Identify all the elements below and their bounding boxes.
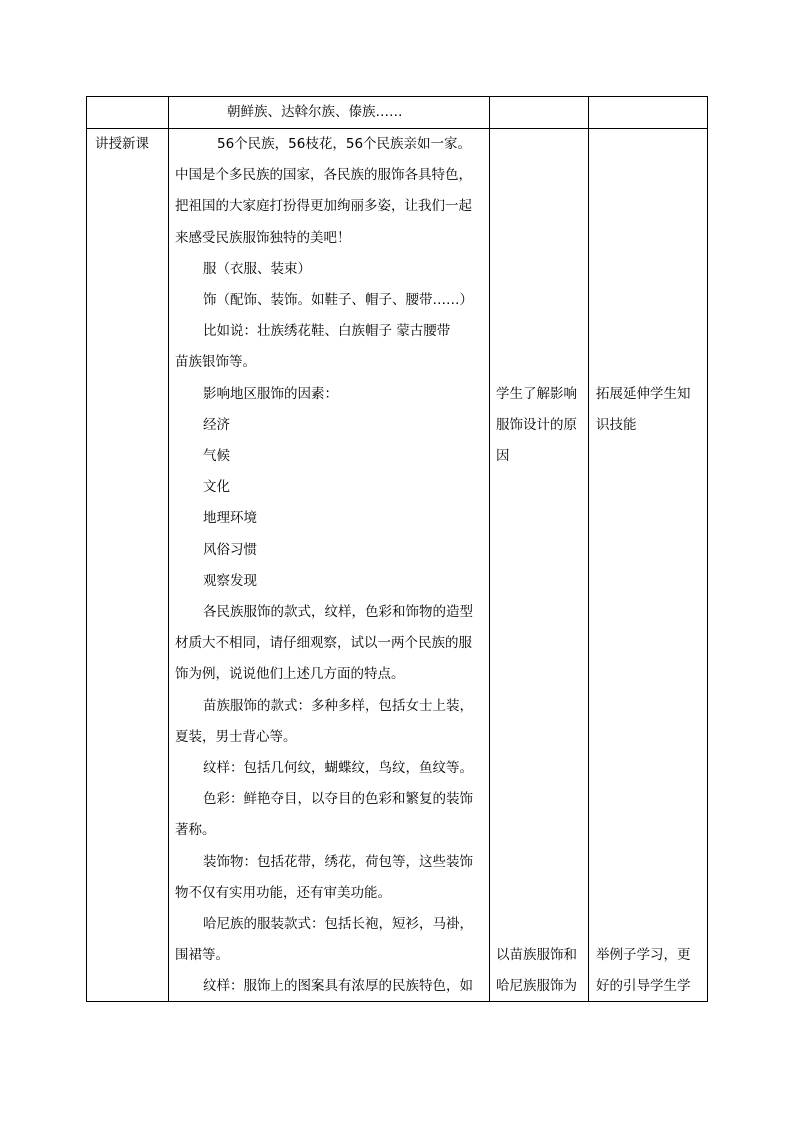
content-line: 风俗习惯 [203, 541, 257, 558]
content-line: 装饰物：包括花带，绣花，荷包等，这些装饰 [203, 853, 473, 870]
content-line: 文化 [203, 479, 230, 496]
content-line: 56个民族，56枝花，56个民族亲如一家。 [217, 136, 472, 152]
content-line: 观察发现 [203, 572, 257, 589]
content-line: 气候 [203, 448, 230, 464]
student-activity-line: 以苗族服饰和 [496, 947, 577, 964]
column-divider-1 [168, 97, 169, 1001]
student-activity-line: 哈尼族服饰为 [496, 978, 577, 995]
content-line: 经济 [203, 416, 230, 433]
content-line: 各民族服饰的款式，纹样，色彩和饰物的造型 [203, 604, 473, 620]
stage-label: 讲授新课 [95, 136, 149, 152]
content-line: 影响地区服饰的因素： [203, 385, 338, 402]
student-activity-line: 服饰设计的原 [496, 416, 577, 433]
content-line: 苗族服饰的款式：多种多样，包括女士上装， [203, 697, 473, 714]
content-line: 材质大不相同，请仔细观察，试以一两个民族的服 [175, 635, 472, 652]
content-line: 色彩：鲜艳夺目，以夺目的色彩和繁复的装饰 [203, 791, 473, 808]
column-divider-3 [588, 97, 589, 1001]
student-activity-line: 学生了解影响 [496, 385, 577, 402]
column-divider-2 [489, 97, 490, 1001]
content-line: 来感受民族服饰独特的美吧！ [175, 229, 351, 246]
content-line: 夏装，男士背心等。 [175, 728, 297, 745]
row0-content: 朝鲜族、达斡尔族、傣族…… [227, 104, 403, 120]
content-line: 著称。 [175, 822, 216, 839]
content-line: 纹样：服饰上的图案具有浓厚的民族特色，如 [203, 978, 473, 995]
design-intent-line: 拓展延伸学生知 [596, 385, 691, 402]
design-intent-line: 好的引导学生学 [596, 978, 691, 995]
content-line: 饰为例，说说他们上述几方面的特点。 [175, 666, 405, 683]
content-line: 比如说：壮族绣花鞋、白族帽子 蒙古腰带 [203, 323, 451, 340]
content-line: 把祖国的大家庭打扮得更加绚丽多姿，让我们一起 [175, 198, 472, 215]
content-line: 物不仅有实用功能，还有审美功能。 [175, 884, 391, 901]
content-line: 服（衣服、装束） [203, 260, 311, 277]
content-line: 哈尼族的服装款式：包括长袍，短衫，马褂， [203, 916, 473, 932]
content-line: 围裙等。 [175, 947, 229, 964]
content-line: 地理环境 [203, 510, 257, 527]
student-activity-line: 因 [496, 448, 510, 464]
design-intent-line: 举例子学习，更 [596, 947, 691, 964]
content-line: 苗族银饰等。 [175, 354, 256, 371]
design-intent-line: 识技能 [596, 416, 637, 433]
content-line: 纹样：包括几何纹，蝴蝶纹，鸟纹，鱼纹等。 [203, 760, 473, 776]
content-line: 饰（配饰、装饰。如鞋子、帽子、腰带……） [203, 292, 473, 308]
content-line: 中国是个多民族的国家，各民族的服饰各具特色， [175, 167, 472, 184]
lesson-plan-table [86, 96, 708, 1002]
